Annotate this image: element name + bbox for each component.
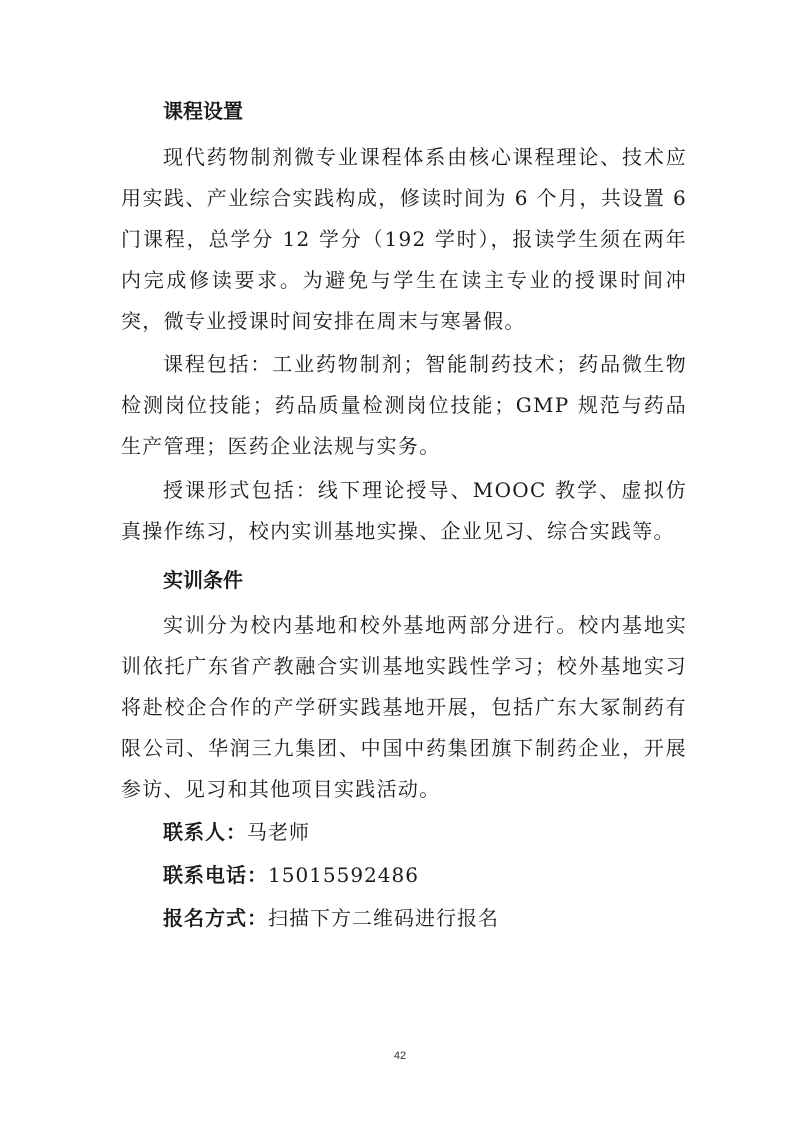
contact-person bbox=[163, 818, 310, 846]
course-heading: 课程设置 bbox=[163, 99, 243, 123]
page-number: 42 bbox=[393, 1050, 407, 1062]
training-heading: 实训条件 bbox=[163, 568, 243, 592]
contact-phone bbox=[163, 861, 419, 889]
contact-person-value: 马老师 bbox=[247, 820, 310, 844]
training-paragraph-1: 实训分为校内基地和校外基地两部分进行。校内基地实训依托广东省产教融合实训基地实践性学习；校外基地实习将赴校企合作的产学研实践基地开展，包括广东大冢制药有限公司、华润三九集团、中国中药集团旗下制药企业，开展参访、见习和其他项目实践活动。 bbox=[121, 613, 687, 801]
contact-phone-value: 15015592486 bbox=[268, 863, 419, 887]
signup-method bbox=[163, 904, 499, 932]
course-paragraph-3: 授课形式包括：线下理论授导、MOOC 教学、虚拟仿真操作练习，校内实训基地实操、企业见习、综合实践等。 bbox=[121, 478, 687, 543]
contact-phone-label: 联系电话： bbox=[163, 863, 268, 887]
signup-method-value: 扫描下方二维码进行报名 bbox=[268, 906, 499, 930]
course-paragraph-1: 现代药物制剂微专业课程体系由核心课程理论、技术应用实践、产业综合实践构成，修读时间为 6 个月，共设置 6 门课程，总学分 12 学分（192 学时），报读学生须在两年内完成修读要求。为避免与学生在读主专业的授课时间冲突，微专业授课时间安排在周末与寒暑假。 bbox=[121, 145, 687, 333]
course-paragraph-2: 课程包括：工业药物制剂；智能制药技术；药品微生物检测岗位技能；药品质量检测岗位技能；GMP 规范与药品生产管理；医药企业法规与实务。 bbox=[121, 352, 687, 458]
contact-person-label: 联系人： bbox=[163, 820, 247, 844]
signup-method-label: 报名方式： bbox=[163, 906, 268, 930]
